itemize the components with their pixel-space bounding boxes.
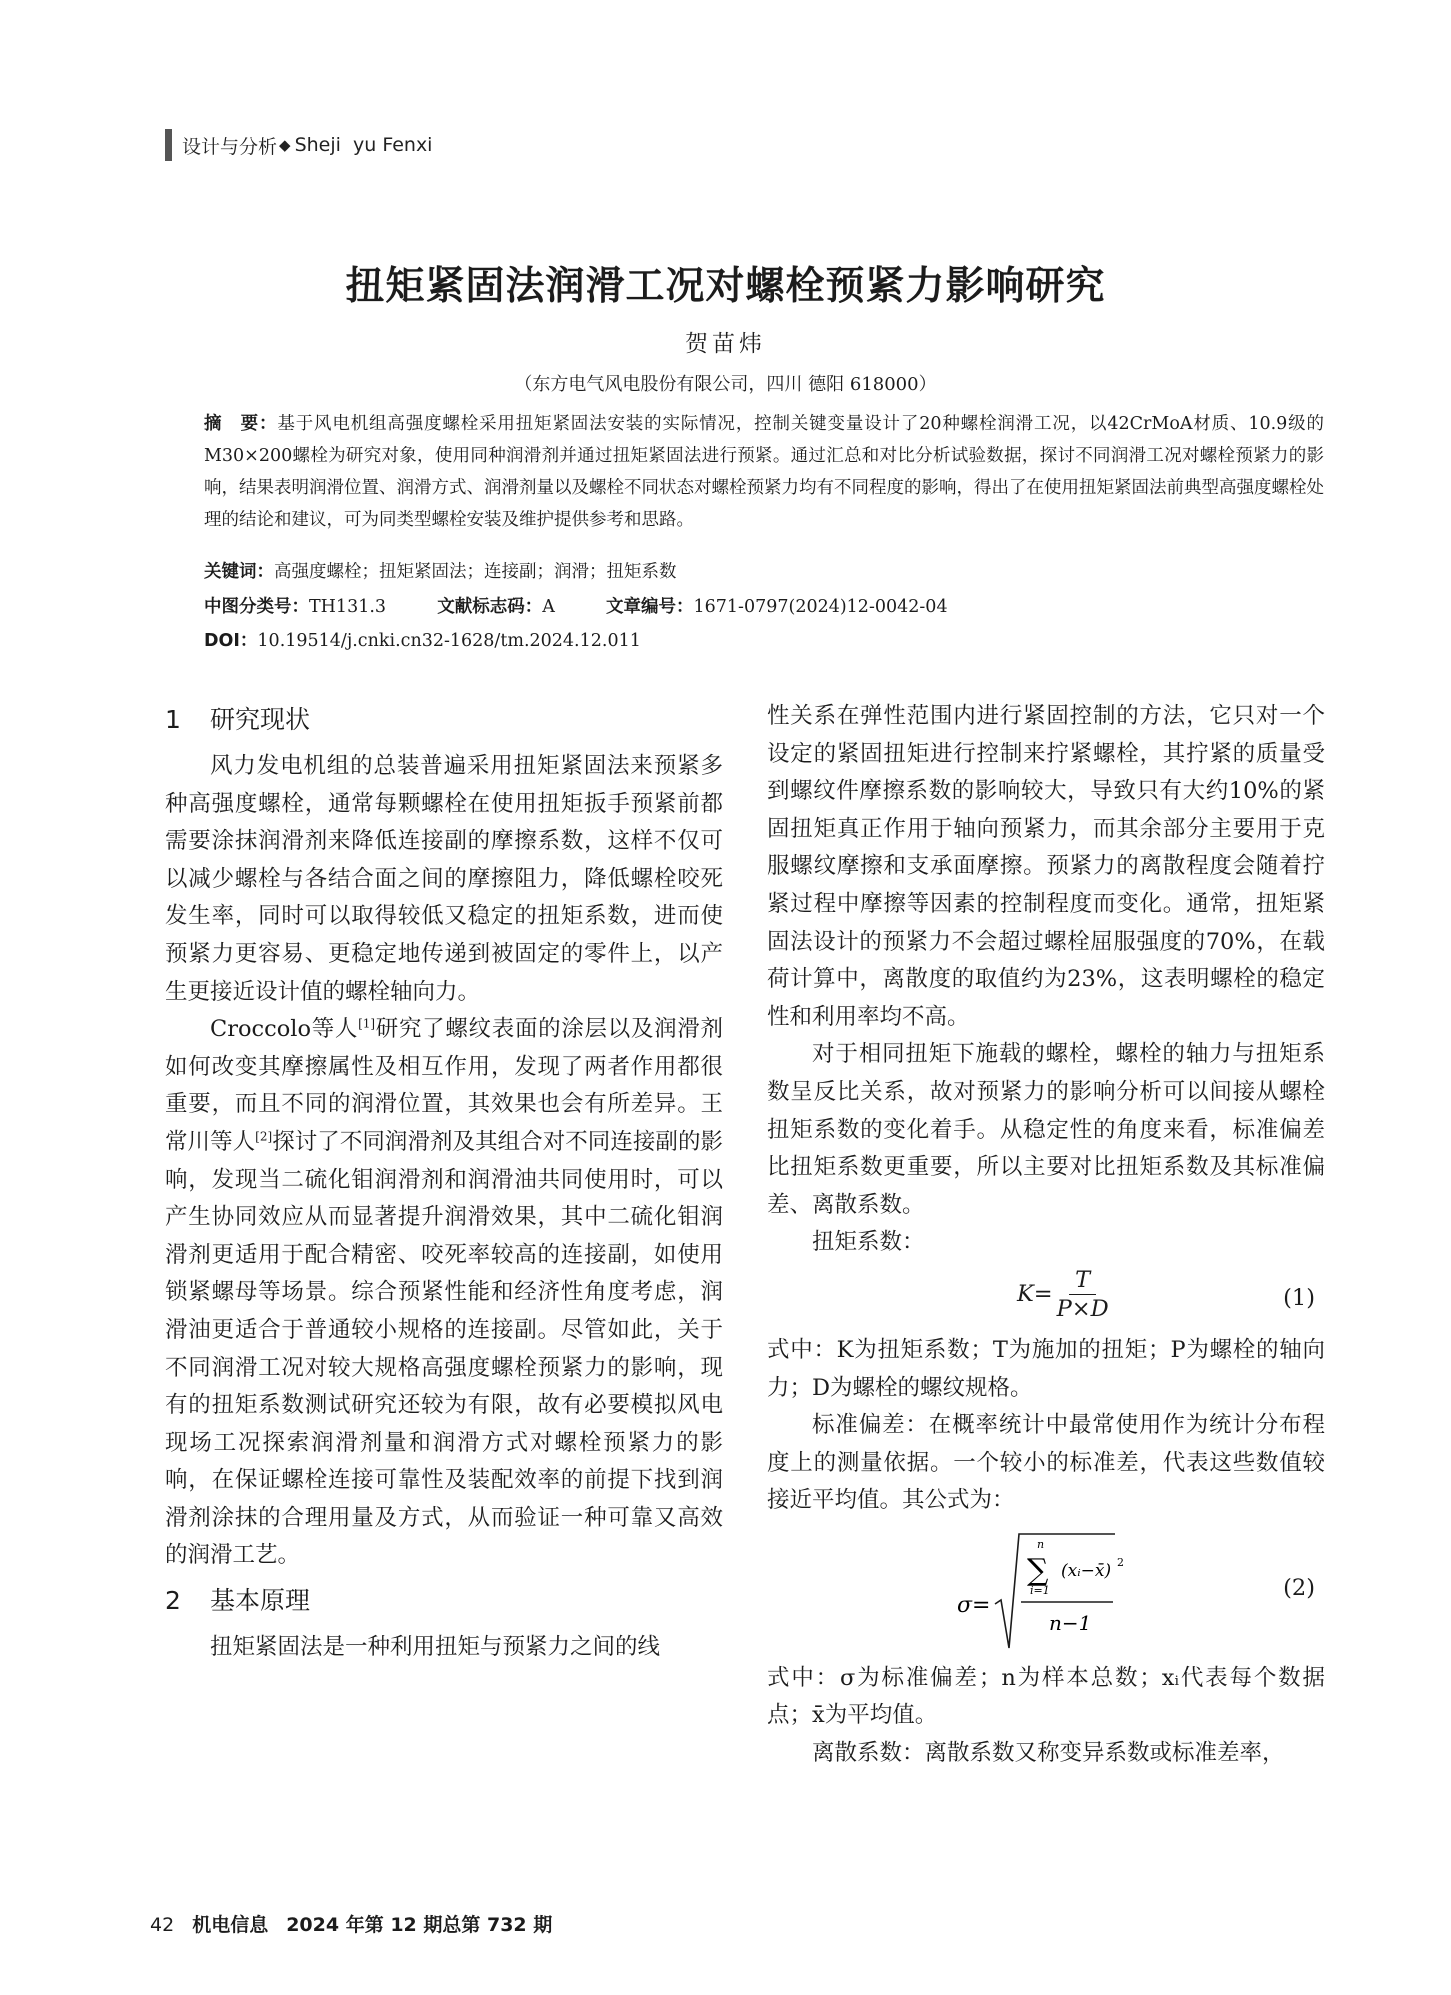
- page-footer: [150, 1910, 552, 1937]
- eq2-sum-bottom: i=1: [1030, 1583, 1050, 1597]
- header-section-cn: 设计与分析: [182, 135, 278, 158]
- paragraph-3: 扭矩紧固法是一种利用扭矩与预紧力之间的线: [210, 1634, 661, 1661]
- paper-title: 扭矩紧固法润滑工况对螺栓预紧力影响研究: [345, 264, 1106, 309]
- keywords-label: 关键词：: [204, 562, 274, 582]
- paragraph-r3: 扭矩系数：: [812, 1229, 925, 1256]
- doc-code-value: A: [542, 597, 555, 617]
- eq2-denominator: n−1: [1049, 1610, 1092, 1635]
- doi-value: 10.19514/j.cnki.cn32-1628/tm.2024.12.011: [257, 631, 641, 651]
- eq1-lhs: K=: [1017, 1280, 1053, 1307]
- eq2-sum: ∑: [1027, 1552, 1049, 1588]
- keywords-text: 高强度螺栓；扭矩紧固法；连接副；润滑；扭矩系数: [274, 562, 677, 582]
- section-2-heading: 2 基本原理: [165, 1586, 311, 1616]
- paragraph-r1: 性关系在弹性范围内进行紧固控制的方法，它只对一个设定的紧固扭矩进行控制来拧紧螺栓，其拧紧的质量受到螺纹件摩擦系数的影响较大，导致只有大约10%的紧固扭矩真正作用于轴向预紧力，而其余部分主要用于克服螺纹摩擦和支承面摩擦。预紧力的离散程度会随着拧紧过程中摩擦等因素的控制程度而变化。通常，扭矩紧固法设计的预紧力不会超过螺栓屈服强度的70%，在载荷计算中，离散度的取值约为23%，这表明螺栓的稳定性和利用率均不高。: [767, 703, 1325, 1030]
- paragraph-r4: 式中：K为扭矩系数；T为施加的扭矩；P为螺栓的轴向力；D为螺栓的螺纹规格。: [767, 1336, 1325, 1401]
- clc-label: 中图分类号：: [204, 597, 309, 617]
- paragraph-r2: 对于相同扭矩下施载的螺栓，螺栓的轴力与扭矩系数呈反比关系，故对预紧力的影响分析可以间接从螺栓扭矩系数的变化着手。从稳定性的角度来看，标准偏差比扭矩系数更重要，所以主要对比扭矩系数及其标准偏差、离散系数。: [767, 1041, 1325, 1218]
- equation-1: [767, 1262, 1325, 1332]
- citation-2[interactable]: [2]: [255, 1129, 273, 1144]
- journal-name: 机电信息: [192, 1914, 269, 1936]
- eq1-label: (1): [1283, 1284, 1315, 1311]
- paragraph-r7: 离散系数：离散系数又称变异系数或标准差率，: [812, 1740, 1285, 1767]
- left-column: [165, 698, 723, 1667]
- abstract-label: 摘 要：: [204, 414, 278, 434]
- eq2-formula: [957, 1524, 1157, 1656]
- affiliation: （东方电气风电股份有限公司，四川 德阳 618000）: [514, 374, 937, 395]
- eq2-square: 2: [1117, 1555, 1124, 1569]
- header-section-pinyin: Sheji yu Fenxi: [294, 134, 433, 156]
- header-bar: [165, 129, 172, 161]
- section-1-heading: 1 研究现状: [165, 705, 311, 734]
- paragraph-2: Croccolo等人[1]研究了螺纹表面的涂层以及润滑剂如何改变其摩擦属性及相互作用，发现了两者作用都很重要，而且不同的润滑位置，其效果也会有所差异。王常川等人[2]探讨了不同润滑剂及其组合对不同连接副的影响，发现当二硫化钼润滑剂和润滑油共同使用时，可以产生协同效应从而显著提升润滑效果，其中二硫化钼润滑剂更适用于配合精密、咬死率较高的连接副，如使用锁紧螺母等场景。综合预紧性能和经济性角度考虑，润滑油更适合于普通较小规格的连接副。尽管如此，关于不同润滑工况对较大规格高强度螺栓预紧力的影响，现有的扭矩系数测试研究还较为有限，故有必要模拟风电现场工况探索润滑剂量和润滑方式对螺栓预紧力的影响，在保证螺栓连接可靠性及装配效率的前提下找到润滑剂涂抹的合理用量及方式，从而验证一种可靠又高效的润滑工艺。: [165, 1016, 723, 1569]
- equation-2: [767, 1520, 1325, 1660]
- paragraph-1: 风力发电机组的总装普遍采用扭矩紧固法来预紧多种高强度螺栓，通常每颗螺栓在使用扭矩扳手预紧前都需要涂抹润滑剂来降低连接副的摩擦系数，这样不仅可以减少螺栓与各结合面之间的摩擦阻力，降低螺栓咬死发生率，同时可以取得较低又稳定的扭矩系数，进而使预紧力更容易、更稳定地传递到被固定的零件上，以产生更接近设计值的螺栓轴向力。: [165, 753, 723, 1005]
- right-column: [767, 698, 1325, 1773]
- eq2-lhs: σ=: [957, 1592, 991, 1618]
- eq1-denominator: P×D: [1056, 1295, 1109, 1322]
- clc-value: TH131.3: [309, 597, 387, 617]
- page-number: 42: [150, 1914, 175, 1936]
- running-header: [165, 130, 432, 160]
- eq2-term: (xᵢ−x̄): [1061, 1560, 1112, 1581]
- citation-1[interactable]: [1]: [358, 1016, 376, 1031]
- diamond-icon: ◆: [279, 136, 291, 154]
- doi-line: [204, 626, 641, 656]
- abstract-text: 基于风电机组高强度螺栓采用扭矩紧固法安装的实际情况，控制关键变量设计了20种螺栓润滑工况，以42CrMoA材质、10.9级的M30×200螺栓为研究对象，使用同种润滑剂并通过扭矩紧固法进行预紧。通过汇总和对比分析试验数据，探讨不同润滑工况对螺栓预紧力的影响，结果表明润滑位置、润滑方式、润滑剂量以及螺栓不同状态对螺栓预紧力均有不同程度的影响，得出了在使用扭矩紧固法前典型高强度螺栓处理的结论和建议，可为同类型螺栓安装及维护提供参考和思路。: [204, 414, 1324, 530]
- keywords: [204, 557, 677, 587]
- doi-label: DOI：: [204, 631, 258, 651]
- paragraph-r5: 标准偏差：在概率统计中最常使用作为统计分布程度上的测量依据。一个较小的标准差，代表这些数值较接近平均值。其公式为：: [767, 1412, 1325, 1514]
- classification-line: [204, 592, 948, 622]
- eq1-numerator: T: [1069, 1266, 1096, 1295]
- eq2-sum-top: n: [1037, 1537, 1045, 1551]
- doc-code-label: 文献标志码：: [437, 597, 543, 617]
- article-no-label: 文章编号：: [606, 597, 694, 617]
- abstract: [204, 408, 1324, 536]
- eq2-label: (2): [1283, 1574, 1315, 1601]
- paragraph-r6: 式中：σ为标准偏差；n为样本总数；xᵢ代表每个数据点；x̄为平均值。: [767, 1664, 1325, 1729]
- issue-info: 2024 年第 12 期总第 732 期: [286, 1914, 553, 1936]
- author: 贺苗炜: [685, 331, 766, 357]
- article-no-value: 1671-0797(2024)12-0042-04: [693, 597, 948, 617]
